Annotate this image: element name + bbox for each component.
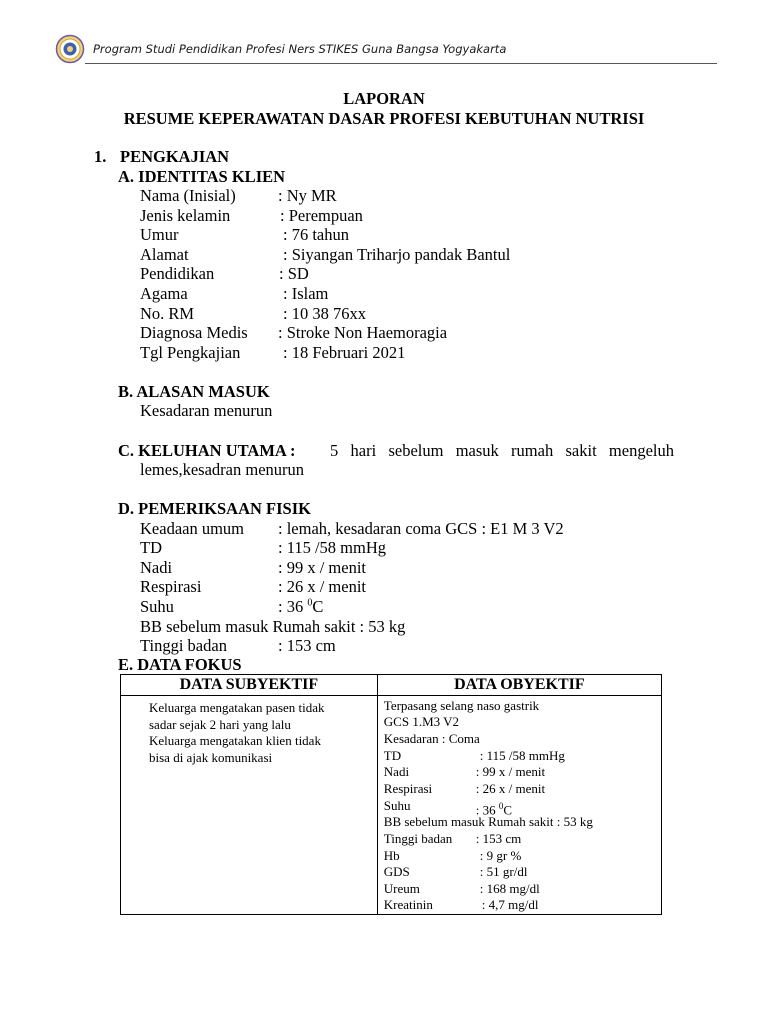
- field-label: Alamat: [140, 245, 189, 264]
- cell-obyektif: [377, 696, 661, 915]
- field-value: : 18 Februari 2021: [283, 343, 406, 362]
- field-label: Tgl Pengkajian: [140, 343, 241, 362]
- report-title: LAPORAN: [343, 89, 425, 108]
- list-item: Ureum : 168 mg/dl: [383, 881, 540, 896]
- field-value: : 99 x / menit: [278, 558, 366, 577]
- header-text: Program Studi Pendidikan Profesi Ners STIKES Guna Bangsa Yogyakarta: [93, 42, 507, 56]
- list-item: Keluarga mengatakan klien tidak: [149, 733, 321, 749]
- list-item: sadar sejak 2 hari yang lalu: [149, 716, 291, 732]
- heading-identitas-klien: A. IDENTITAS KLIEN: [118, 167, 286, 186]
- column-header-obyektif: DATA OBYEKTIF: [377, 675, 661, 696]
- page-header: [55, 34, 717, 64]
- keluhan-text-line1: 5 hari sebelum masuk rumah sakit mengeluh: [330, 441, 674, 460]
- header-divider: [85, 63, 717, 64]
- bb-text: BB sebelum masuk Rumah sakit : 53 kg: [140, 617, 406, 636]
- field-label: Pendidikan: [140, 264, 215, 283]
- list-item: Kesadaran : Coma: [383, 731, 480, 746]
- list-item: Tinggi badan : 153 cm: [383, 831, 522, 846]
- field-value: : Perempuan: [280, 206, 363, 225]
- field-label: Nama (Inisial): [140, 186, 236, 205]
- alasan-text: Kesadaran menurun: [140, 401, 273, 420]
- field-label: Tinggi badan: [140, 636, 227, 655]
- field-value: : 10 38 76xx: [283, 304, 366, 323]
- heading-pemeriksaan-fisik: D. PEMERIKSAAN FISIK: [118, 499, 311, 518]
- list-item: Hb : 9 gr %: [383, 848, 522, 863]
- data-fokus-table: [120, 674, 662, 915]
- field-label: Keadaan umum: [140, 519, 245, 538]
- list-item: GCS 1.M3 V2: [383, 714, 460, 729]
- list-item: bisa di ajak komunikasi: [149, 749, 273, 765]
- list-item: GDS : 51 gr/dl: [383, 864, 528, 879]
- field-value: : lemah, kesadaran coma GCS : E1 M 3 V2: [278, 519, 564, 538]
- list-item: Kreatinin : 4,7 mg/dl: [383, 897, 539, 912]
- report-subtitle: RESUME KEPERAWATAN DASAR PROFESI KEBUTUHAN NUTRISI: [123, 109, 645, 128]
- field-label: Agama: [140, 284, 188, 303]
- institution-logo-icon: [55, 34, 85, 64]
- field-label: TD: [140, 538, 162, 557]
- list-item: Terpasang selang naso gastrik: [383, 698, 540, 713]
- list-item: Respirasi : 26 x / menit: [383, 781, 546, 796]
- heading-keluhan-utama: C. KELUHAN UTAMA :: [118, 441, 296, 460]
- field-value: : Stroke Non Haemoragia: [278, 323, 448, 342]
- field-value-suhu: : 36 $^0$C: [278, 597, 324, 616]
- list-item: TD : 115 /58 mmHg: [383, 748, 565, 763]
- field-value: : Siyangan Triharjo pandak Bantul: [283, 245, 511, 264]
- field-label: Nadi: [140, 558, 173, 577]
- section-number: 1.: [94, 147, 107, 166]
- field-value: : Islam: [283, 284, 329, 303]
- field-label: Diagnosa Medis: [140, 323, 248, 342]
- field-label: Respirasi: [140, 577, 202, 596]
- field-value: : 153 cm: [278, 636, 336, 655]
- keluhan-text-line2: lemes,kesadran menurun: [140, 460, 305, 479]
- heading-alasan-masuk: B. ALASAN MASUK: [118, 382, 270, 401]
- field-label: Jenis kelamin: [140, 206, 231, 225]
- heading-data-fokus: E. DATA FOKUS: [118, 655, 242, 674]
- column-header-subyektif: DATA SUBYEKTIF: [121, 675, 378, 696]
- section-heading-pengkajian: PENGKAJIAN: [120, 147, 230, 166]
- cell-subyektif: [121, 696, 378, 915]
- field-label: Umur: [140, 225, 179, 244]
- list-item: Keluarga mengatakan pasen tidak: [149, 700, 325, 715]
- list-item: BB sebelum masuk Rumah sakit : 53 kg: [383, 814, 593, 829]
- field-value: : Ny MR: [278, 186, 337, 205]
- field-value: : SD: [279, 264, 309, 283]
- list-item: Suhu : 36 $^0$C: [383, 798, 513, 818]
- field-value: : 26 x / menit: [278, 577, 366, 596]
- list-item: Nadi : 99 x / menit: [383, 764, 546, 779]
- field-value: : 115 /58 mmHg: [278, 538, 387, 557]
- field-value: : 76 tahun: [283, 225, 349, 244]
- field-label: Suhu: [140, 597, 174, 616]
- field-label: No. RM: [140, 304, 195, 323]
